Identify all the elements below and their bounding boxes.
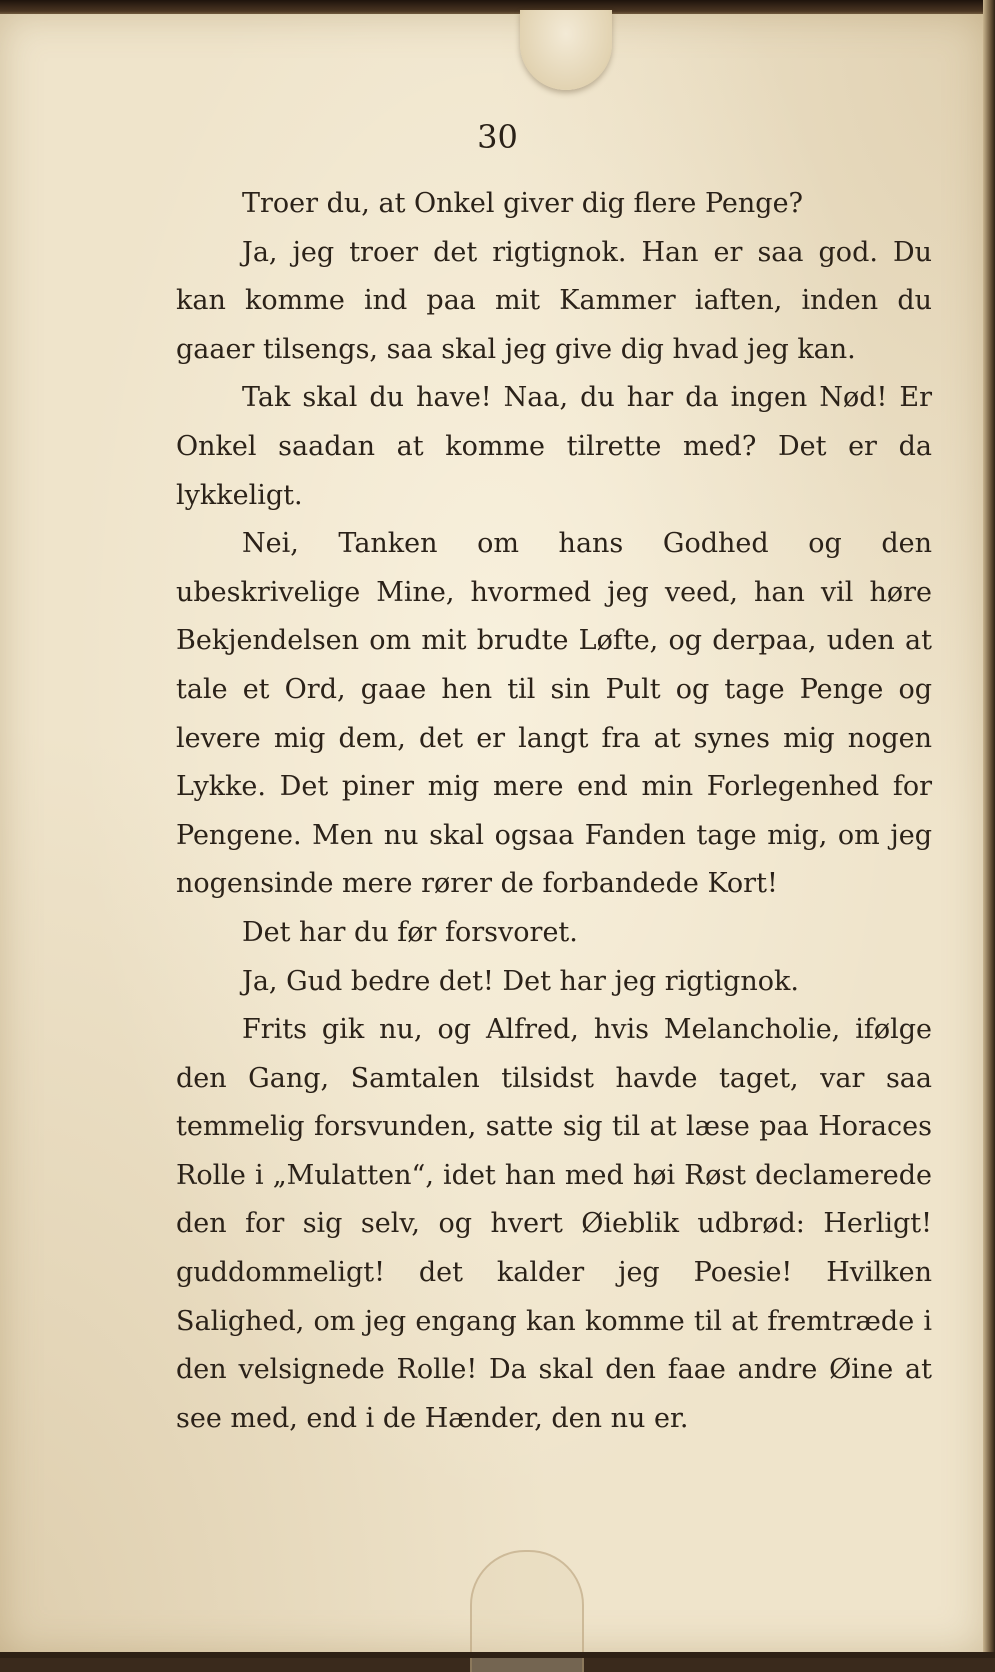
page-number: 30 [0,118,995,156]
paragraph: Det har du før forsvoret. [176,909,932,958]
book-right-edge [983,0,995,1658]
page-text [176,180,932,1443]
paragraph: Ja, Gud bedre det! Det har jeg rigtignok. [176,958,932,1007]
paragraph: Troer du, at Onkel giver dig flere Penge? [176,180,932,229]
paragraph: Frits gik nu, og Alfred, hvis Melancholie, ifølge den Gang, Samtalen tilsidst havde taget, var saa temmelig forsvunden, satte sig til at læse paa Horaces Rolle i „Mulatten“, idet han med høi Røst declamerede den for sig selv, og hvert Øieblik udbrød: Herligt! guddommeligt! det kalder jeg Poesie! Hvilken Salighed, om jeg engang kan komme til at fremtræde i den velsignede Rolle! Da skal den faae andre Øine at see med, end i de Hænder, den nu er. [176,1006,932,1443]
paragraph: Tak skal du have! Naa, du har da ingen Nød! Er Onkel saadan at komme tilrette med? Det er da lykkeligt. [176,374,932,520]
paragraph: Nei, Tanken om hans Godhed og den ubeskrivelige Mine, hvormed jeg veed, han vil høre Bekjendelsen om mit brudte Løfte, og derpaa, uden at tale et Ord, gaae hen til sin Pult og tage Penge og levere mig dem, det er langt fra at synes mig nogen Lykke. Det piner mig mere end min Forlegenhed for Pengene. Men nu skal ogsaa Fanden tage mig, om jeg nogensinde mere rører de forbandede Kort! [176,520,932,909]
paragraph: Ja, jeg troer det rigtignok. Han er saa god. Du kan komme ind paa mit Kammer iaften, inden du gaaer tilsengs, saa skal jeg give dig hvad jeg kan. [176,229,932,375]
book-bottom-edge [0,1652,995,1658]
